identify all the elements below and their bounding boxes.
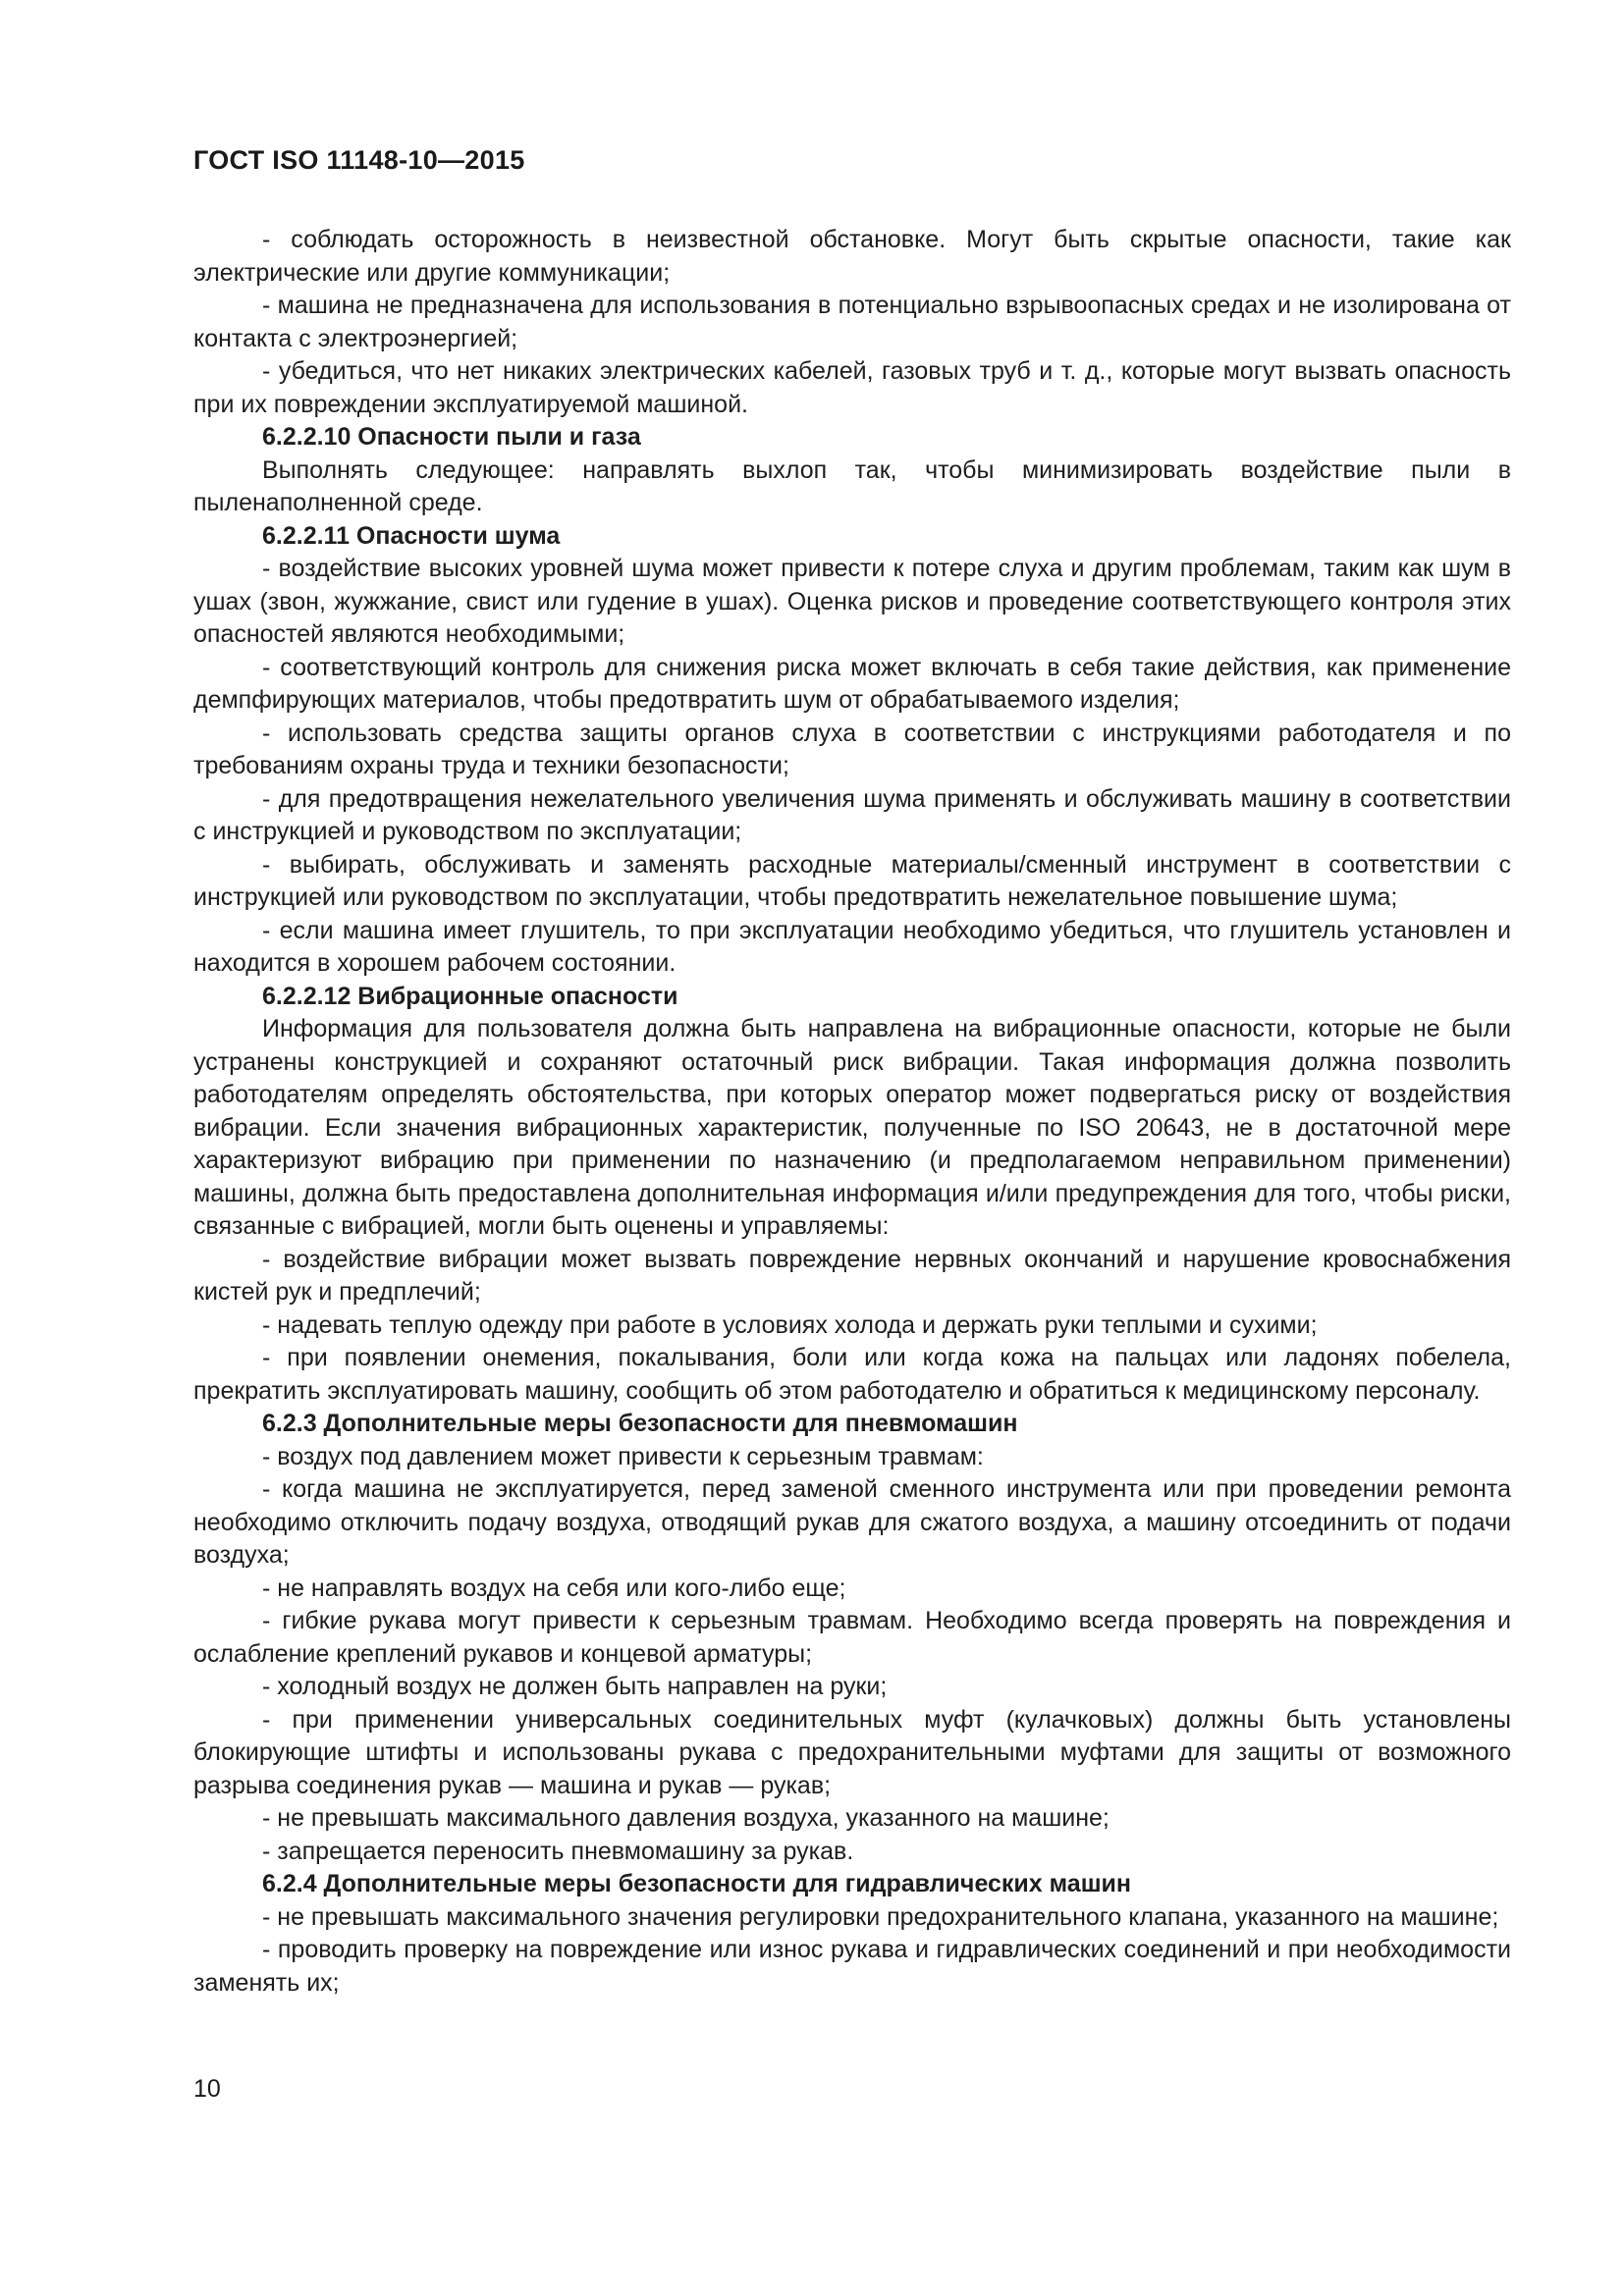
section-heading: 6.2.2.10 Опасности пыли и газа: [262, 423, 641, 451]
list-item: - не превышать максимального давления воздуха, указанного на машине;: [262, 1804, 1110, 1832]
list-item: - соответствующий контроль для снижения риска может включать в себя такие действия, как применение демпфирующих материалов, чтобы предотвратить шум от обрабатываемого изделия;: [193, 653, 1511, 714]
list-item: - машина не предназначена для использования в потенциально взрывоопасных средах и не изолирована от контакта с электроэнергией;: [193, 292, 1511, 352]
list-item: - воздействие вибрации может вызвать повреждение нервных окончаний и нарушение кровоснабжения кистей рук и предплечий;: [193, 1245, 1511, 1306]
section-heading: 6.2.2.12 Вибрационные опасности: [262, 982, 678, 1010]
list-item: - для предотвращения нежелательного увеличения шума применять и обслуживать машину в соответствии с инструкцией и руководством по эксплуатации;: [193, 784, 1511, 845]
section-heading: 6.2.4 Дополнительные меры безопасности для гидравлических машин: [262, 1870, 1132, 1897]
list-item: - убедиться, что нет никаких электрических кабелей, газовых труб и т. д., которые могут вызвать опасность при их повреждении эксплуатируемой машиной.: [193, 357, 1511, 418]
list-item: - холодный воздух не должен быть направлен на руки;: [262, 1673, 888, 1700]
paragraph: Выполнять следующее: направлять выхлоп так, чтобы минимизировать воздействие пыли в пыленаполненной среде.: [193, 455, 1511, 516]
list-item: - не превышать максимального значения регулировки предохранительного клапана, указанного на машине;: [262, 1902, 1499, 1931]
list-item: - соблюдать осторожность в неизвестной обстановке. Могут быть скрытые опасности, такие как электрические или другие коммуникации;: [193, 226, 1511, 287]
list-item: - использовать средства защиты органов слуха в соответствии с инструкциями работодателя и по требованиям охраны труда и техники безопасности;: [193, 719, 1511, 779]
list-item: - при применении универсальных соединительных муфт (кулачковых) должны быть установлены блокирующие штифты и использованы рукава с предохранительными муфтами для защиты от возможного разрыва соединения рукав — машина и рукав — рукав;: [193, 1705, 1511, 1799]
page-number: 10: [193, 2075, 221, 2103]
list-item: - запрещается переносить пневмомашину за рукав.: [262, 1837, 854, 1865]
list-item: - воздух под давлением может привести к серьезным травмам:: [262, 1442, 984, 1470]
section-heading: 6.2.3 Дополнительные меры безопасности для пневмомашин: [262, 1410, 1018, 1437]
list-item: - когда машина не эксплуатируется, перед заменой сменного инструмента или при проведении ремонта необходимо отключить подачу воздуха, отводящий рукав для сжатого воздуха, а машину отсоединить от подачи воздуха;: [193, 1475, 1511, 1569]
list-item: - воздействие высоких уровней шума может привести к потере слуха и другим проблемам, таким как шум в ушах (звон, жужжание, свист или гудение в ушах). Оценка рисков и проведение соответствующего контроля этих опасностей являются необходимыми;: [193, 555, 1511, 648]
document-body: [193, 224, 1511, 2000]
list-item: - проводить проверку на повреждение или износ рукава и гидравлических соединений и при необходимости заменять их;: [193, 1936, 1511, 1997]
list-item: - не направлять воздух на себя или кого-либо еще;: [262, 1574, 846, 1602]
list-item: - надевать теплую одежду при работе в условиях холода и держать руки теплыми и сухими;: [262, 1310, 1318, 1339]
paragraph: Информация для пользователя должна быть направлена на вибрационные опасности, которые не были устранены конструкцией и сохраняют остаточный риск вибрации. Такая информация должна позволить работодателям определять обстоятельства, при которых оператор может подвергаться риску от воздействия вибрации. Если значения вибрационных характеристик, полученные по ISO 20643, не в достаточной мере характеризуют вибрацию при применении по назначению (и предполагаемом неправильном применении) машины, должна быть предоставлена дополнительная информация и/или предупреждения для того, чтобы риски, связанные с вибрацией, могли быть оценены и управляемы:: [193, 1015, 1511, 1240]
list-item: - выбирать, обслуживать и заменять расходные материалы/сменный инструмент в соответствии с инструкцией или руководством по эксплуатации, чтобы предотвратить нежелательное повышение шума;: [193, 850, 1511, 911]
list-item: - гибкие рукава могут привести к серьезным травмам. Необходимо всегда проверять на повреждения и ослабление креплений рукавов и концевой арматуры;: [193, 1607, 1511, 1668]
list-item: - при появлении онемения, покалывания, боли или когда кожа на пальцах или ладонях побелела, прекратить эксплуатировать машину, сообщить об этом работодателю и обратиться к медицинскому персоналу.: [193, 1344, 1511, 1405]
section-heading: 6.2.2.11 Опасности шума: [262, 521, 561, 550]
document-header: ГОСТ ISO 11148-10—2015: [193, 145, 525, 175]
list-item: - если машина имеет глушитель, то при эксплуатации необходимо убедиться, что глушитель установлен и находится в хорошем рабочем состоянии.: [193, 916, 1511, 977]
